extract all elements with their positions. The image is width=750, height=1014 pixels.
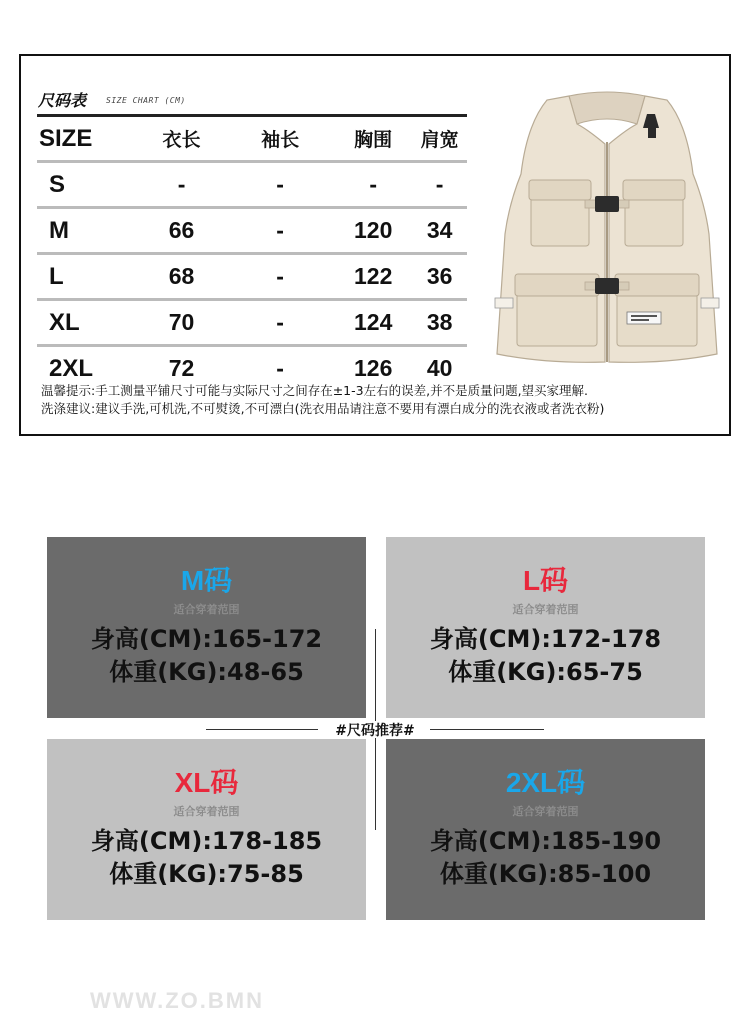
tile-l-height: 身高(CM):172-178 (429, 625, 662, 653)
table-row (37, 162, 467, 208)
cell-sleeve: - (226, 162, 334, 208)
table-row (37, 208, 467, 254)
cell-sleeve: - (226, 208, 334, 254)
table-row (37, 254, 467, 300)
cell-chest: 124 (334, 300, 412, 346)
tile-l-sub: 适合穿着范围 (512, 603, 579, 616)
size-table-header-row (37, 116, 467, 162)
size-chart-panel (19, 54, 731, 436)
cell-shoulder: 38 (412, 300, 467, 346)
tile-m-weight: 体重(KG):48-65 (109, 658, 304, 686)
header-size: SIZE (37, 116, 137, 162)
tile-m-title: M码 (180, 565, 233, 596)
tile-xl-weight: 体重(KG):75-85 (109, 860, 304, 888)
cell-length: - (137, 162, 226, 208)
tile-2xl-title: 2XL码 (505, 767, 586, 798)
recommend-label: #尺码推荐# (335, 723, 415, 739)
cell-chest: 122 (334, 254, 412, 300)
faded-footer-text: WWW.ZO.BMN (90, 988, 264, 1013)
tile-2xl-weight: 体重(KG):85-100 (439, 860, 652, 888)
tile-2xl-height: 身高(CM):185-190 (429, 827, 662, 855)
cell-size: XL (37, 300, 137, 346)
cell-shoulder: 40 (426, 355, 453, 381)
vest-illustration (487, 84, 727, 374)
chart-title: 尺码表 (38, 91, 87, 110)
tile-xl-title: XL码 (174, 767, 239, 798)
cell-sleeve: - (226, 254, 334, 300)
header-length: 衣长 (137, 116, 226, 162)
cell-length: 72 (168, 355, 195, 381)
cell-sleeve: - (276, 355, 284, 381)
tile-m-sub: 适合穿着范围 (173, 603, 240, 616)
cell-chest: - (334, 162, 412, 208)
tile-l-title: L码 (522, 565, 569, 596)
cell-length: 66 (137, 208, 226, 254)
note-washing: 洗涤建议:建议手洗,可机洗,不可熨烫,不可漂白(洗衣用品请注意不要用有漂白成分的洗衣液或者洗衣粉) (41, 401, 605, 416)
notes (41, 382, 604, 418)
chart-subtitle: SIZE CHART (CM) (106, 96, 186, 105)
tile-xl-sub: 适合穿着范围 (173, 805, 240, 818)
header-chest: 胸围 (334, 116, 412, 162)
tile-2xl (386, 739, 705, 920)
divider-bottom (375, 738, 376, 830)
cell-chest: 120 (334, 208, 412, 254)
tile-l-weight: 体重(KG):65-75 (448, 658, 643, 686)
vest-product-image (487, 84, 727, 374)
tile-m (47, 537, 366, 718)
cell-chest: 126 (354, 355, 393, 381)
cell-sleeve: - (226, 300, 334, 346)
divider-top (375, 629, 376, 721)
tile-2xl-sub: 适合穿着范围 (512, 805, 579, 818)
cell-shoulder: 34 (412, 208, 467, 254)
tile-xl (47, 739, 366, 920)
tile-m-height: 身高(CM):165-172 (90, 625, 323, 653)
cell-size: L (37, 254, 137, 300)
note-measurement: 温馨提示:手工测量平铺尺寸可能与实际尺寸之间存在±1-3左右的误差,并不是质量问题,望买家理解. (41, 383, 589, 398)
size-table (37, 114, 467, 390)
cell-length: 70 (137, 300, 226, 346)
header-shoulder: 肩宽 (412, 116, 467, 162)
tile-l (386, 537, 705, 718)
cell-size: M (37, 208, 137, 254)
cell-length: 68 (137, 254, 226, 300)
cell-size: 2XL (49, 354, 94, 382)
cell-size: S (37, 162, 137, 208)
cell-shoulder: - (412, 162, 467, 208)
divider-right (430, 729, 544, 730)
table-row (37, 300, 467, 346)
tile-xl-height: 身高(CM):178-185 (90, 827, 323, 855)
cell-shoulder: 36 (412, 254, 467, 300)
header-sleeve: 袖长 (226, 116, 334, 162)
divider-left (206, 729, 318, 730)
